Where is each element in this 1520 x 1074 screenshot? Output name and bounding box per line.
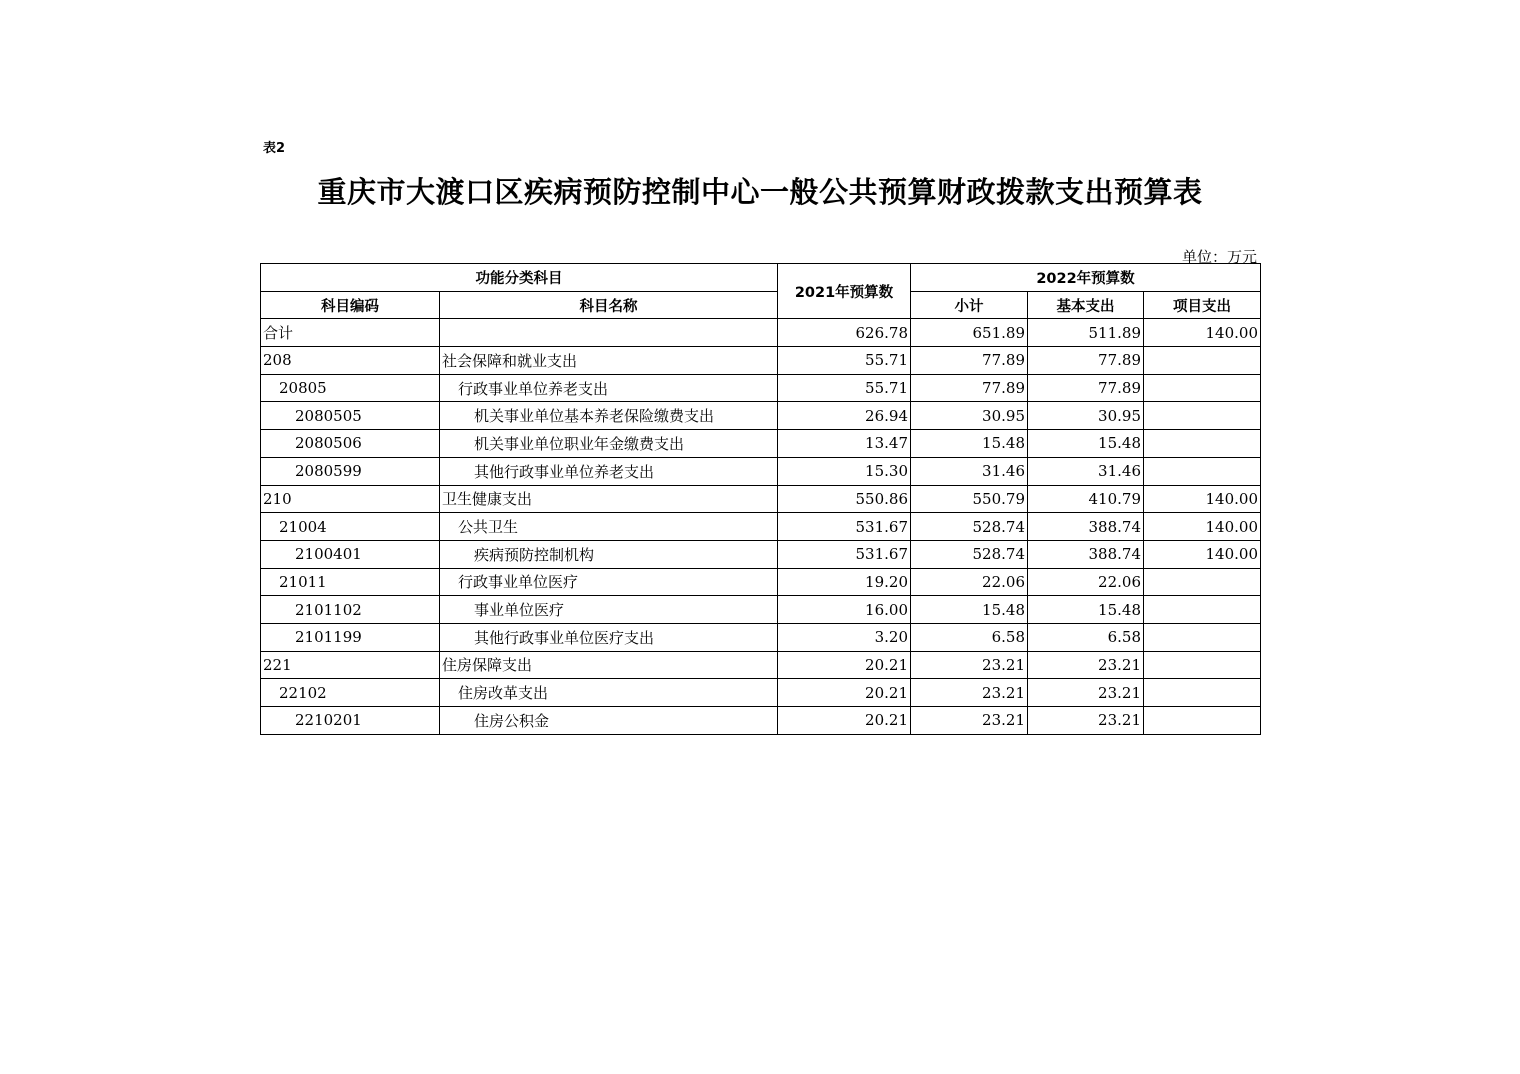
table-row (261, 679, 1261, 707)
cell-budget-2021: 55.71 (778, 347, 911, 375)
cell-basic: 77.89 (1028, 374, 1144, 402)
cell-basic: 410.79 (1028, 485, 1144, 513)
cell-budget-2021: 15.30 (778, 457, 911, 485)
table-row (261, 347, 1261, 375)
table-row (261, 540, 1261, 568)
cell-code: 208 (261, 347, 440, 375)
cell-name: 卫生健康支出 (440, 485, 778, 513)
header-project: 项目支出 (1144, 291, 1261, 319)
cell-subtotal: 651.89 (911, 319, 1028, 347)
cell-code: 20805 (261, 374, 440, 402)
cell-name: 机关事业单位职业年金缴费支出 (440, 430, 778, 458)
cell-name: 疾病预防控制机构 (440, 540, 778, 568)
table-row (261, 651, 1261, 679)
header-code: 科目编码 (261, 291, 440, 319)
cell-basic: 511.89 (1028, 319, 1144, 347)
cell-basic: 31.46 (1028, 457, 1144, 485)
table-header (261, 264, 1261, 319)
cell-name: 行政事业单位医疗 (440, 568, 778, 596)
cell-subtotal: 77.89 (911, 374, 1028, 402)
cell-subtotal: 77.89 (911, 347, 1028, 375)
cell-code: 21011 (261, 568, 440, 596)
cell-subtotal: 30.95 (911, 402, 1028, 430)
cell-subtotal: 31.46 (911, 457, 1028, 485)
document-title: 重庆市大渡口区疾病预防控制中心一般公共预算财政拨款支出预算表 (317, 175, 1203, 209)
cell-subtotal: 23.21 (911, 651, 1028, 679)
cell-budget-2021: 3.20 (778, 623, 911, 651)
cell-code: 22102 (261, 679, 440, 707)
cell-code: 合计 (261, 319, 440, 347)
cell-subtotal: 22.06 (911, 568, 1028, 596)
cell-code: 21004 (261, 513, 440, 541)
cell-project (1144, 568, 1261, 596)
header-func-category: 功能分类科目 (261, 264, 778, 292)
cell-budget-2021: 13.47 (778, 430, 911, 458)
cell-budget-2021: 19.20 (778, 568, 911, 596)
cell-budget-2021: 531.67 (778, 540, 911, 568)
table-row (261, 457, 1261, 485)
cell-basic: 22.06 (1028, 568, 1144, 596)
cell-project (1144, 651, 1261, 679)
header-subtotal: 小计 (911, 291, 1028, 319)
table-body (261, 319, 1261, 734)
cell-name: 机关事业单位基本养老保险缴费支出 (440, 402, 778, 430)
cell-project: 140.00 (1144, 485, 1261, 513)
table-number: 表2 (263, 141, 286, 156)
cell-project: 140.00 (1144, 319, 1261, 347)
table-row (261, 513, 1261, 541)
cell-project (1144, 596, 1261, 624)
cell-budget-2021: 55.71 (778, 374, 911, 402)
header-budget-2022: 2022年预算数 (911, 264, 1261, 292)
header-budget-2021: 2021年预算数 (778, 264, 911, 319)
cell-name: 公共卫生 (440, 513, 778, 541)
cell-subtotal: 15.48 (911, 430, 1028, 458)
table-row (261, 374, 1261, 402)
cell-project (1144, 679, 1261, 707)
cell-basic: 388.74 (1028, 540, 1144, 568)
cell-budget-2021: 20.21 (778, 679, 911, 707)
cell-code: 210 (261, 485, 440, 513)
budget-table (260, 263, 1261, 735)
table-row (261, 430, 1261, 458)
cell-subtotal: 15.48 (911, 596, 1028, 624)
cell-name: 其他行政事业单位医疗支出 (440, 623, 778, 651)
cell-project (1144, 430, 1261, 458)
header-basic: 基本支出 (1028, 291, 1144, 319)
cell-name: 住房保障支出 (440, 651, 778, 679)
cell-name (440, 319, 778, 347)
cell-basic: 30.95 (1028, 402, 1144, 430)
cell-project: 140.00 (1144, 513, 1261, 541)
cell-budget-2021: 531.67 (778, 513, 911, 541)
cell-basic: 77.89 (1028, 347, 1144, 375)
cell-basic: 23.21 (1028, 679, 1144, 707)
cell-project (1144, 402, 1261, 430)
cell-name: 事业单位医疗 (440, 596, 778, 624)
cell-project (1144, 347, 1261, 375)
cell-subtotal: 23.21 (911, 679, 1028, 707)
cell-name: 其他行政事业单位养老支出 (440, 457, 778, 485)
table-row (261, 485, 1261, 513)
cell-subtotal: 6.58 (911, 623, 1028, 651)
table-row (261, 596, 1261, 624)
cell-basic: 23.21 (1028, 707, 1144, 735)
cell-subtotal: 23.21 (911, 707, 1028, 735)
cell-subtotal: 550.79 (911, 485, 1028, 513)
cell-basic: 23.21 (1028, 651, 1144, 679)
cell-name: 住房改革支出 (440, 679, 778, 707)
cell-project (1144, 707, 1261, 735)
cell-subtotal: 528.74 (911, 513, 1028, 541)
cell-name: 行政事业单位养老支出 (440, 374, 778, 402)
table-row (261, 623, 1261, 651)
cell-project: 140.00 (1144, 540, 1261, 568)
cell-code: 221 (261, 651, 440, 679)
cell-budget-2021: 550.86 (778, 485, 911, 513)
table-row (261, 402, 1261, 430)
cell-project (1144, 623, 1261, 651)
unit-label: 单位：万元 (1181, 248, 1257, 266)
cell-code: 2101102 (261, 596, 440, 624)
cell-code: 2100401 (261, 540, 440, 568)
cell-code: 2101199 (261, 623, 440, 651)
cell-budget-2021: 26.94 (778, 402, 911, 430)
cell-name: 住房公积金 (440, 707, 778, 735)
cell-basic: 15.48 (1028, 430, 1144, 458)
cell-budget-2021: 20.21 (778, 707, 911, 735)
cell-code: 2080599 (261, 457, 440, 485)
cell-subtotal: 528.74 (911, 540, 1028, 568)
header-row-2 (261, 291, 1261, 319)
cell-basic: 6.58 (1028, 623, 1144, 651)
cell-budget-2021: 626.78 (778, 319, 911, 347)
cell-basic: 15.48 (1028, 596, 1144, 624)
table-row (261, 319, 1261, 347)
cell-budget-2021: 16.00 (778, 596, 911, 624)
cell-basic: 388.74 (1028, 513, 1144, 541)
cell-code: 2080505 (261, 402, 440, 430)
cell-code: 2210201 (261, 707, 440, 735)
header-name: 科目名称 (440, 291, 778, 319)
table-row (261, 707, 1261, 735)
cell-name: 社会保障和就业支出 (440, 347, 778, 375)
header-row-1 (261, 264, 1261, 292)
cell-project (1144, 457, 1261, 485)
table-row (261, 568, 1261, 596)
cell-code: 2080506 (261, 430, 440, 458)
cell-project (1144, 374, 1261, 402)
cell-budget-2021: 20.21 (778, 651, 911, 679)
